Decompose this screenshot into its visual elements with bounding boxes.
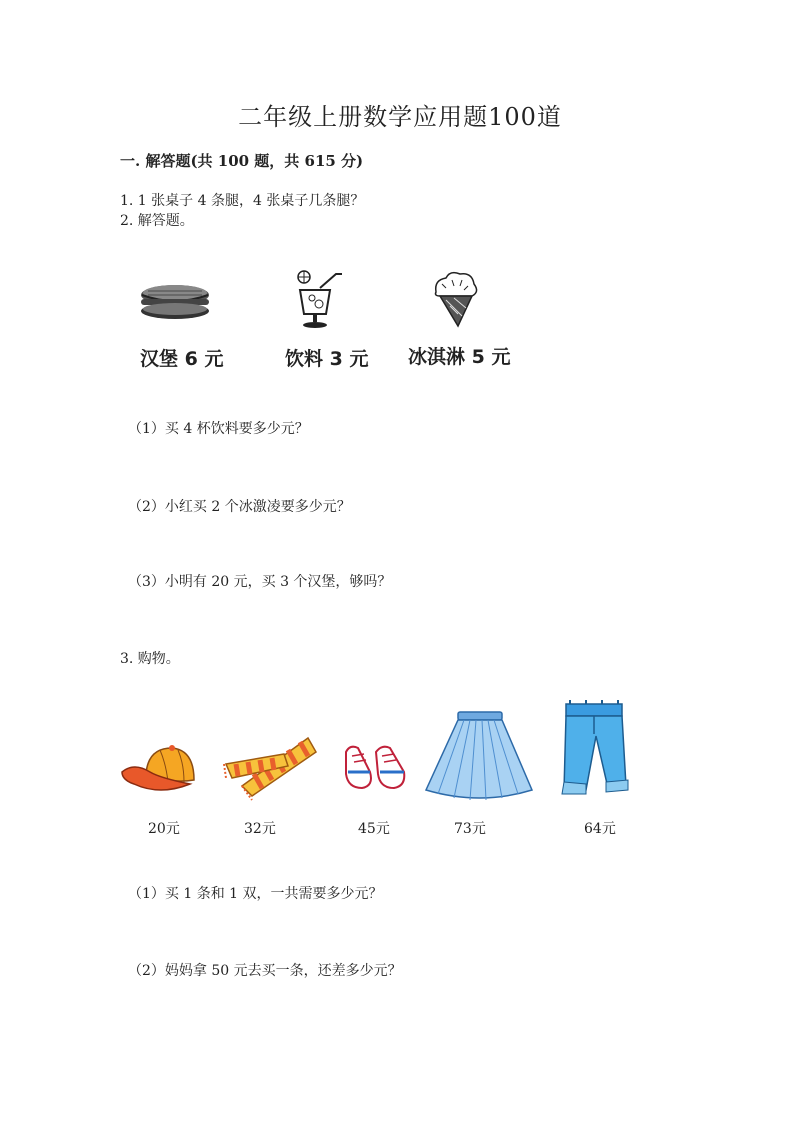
scarf-icon [222,734,318,806]
question-2-sub-2: （2）小红买 2 个冰激凌要多少元？ [128,499,351,515]
jeans-price: 64元 [584,821,616,837]
section-heading: 一. 解答题(共 100 题，共 615 分) [120,152,364,170]
scarf-price: 32元 [244,821,276,837]
question-3-sub-2: （2）妈妈拿 50 元去买一条，还差多少元？ [128,963,402,979]
skirt-price: 73元 [454,821,486,837]
skirt-icon [424,710,534,802]
cap-icon [120,744,198,798]
ice-cream-price-label: 冰淇淋 5 元 [408,346,511,368]
question-3-sub-1: （1）买 1 条和 1 双，一共需要多少元？ [128,886,383,902]
hamburger-price-label: 汉堡 6 元 [140,348,224,370]
drink-price-label: 饮料 3 元 [285,348,369,370]
ice-cream-icon [432,270,480,328]
question-2: 2. 解答题。 [120,213,194,229]
shoes-icon [342,742,408,794]
question-2-sub-3: （3）小明有 20 元，买 3 个汉堡，够吗？ [128,574,392,590]
drink-icon [290,268,342,330]
jeans-icon [556,700,632,800]
question-1: 1. 1 张桌子 4 条腿，4 张桌子几条腿？ [120,193,365,209]
hamburger-icon [138,283,212,323]
shoes-price: 45元 [358,821,390,837]
cap-price: 20元 [148,821,180,837]
page-title: 二年级上册数学应用题100道 [238,103,562,131]
question-2-sub-1: （1）买 4 杯饮料要多少元？ [128,421,309,437]
question-3: 3. 购物。 [120,651,180,667]
